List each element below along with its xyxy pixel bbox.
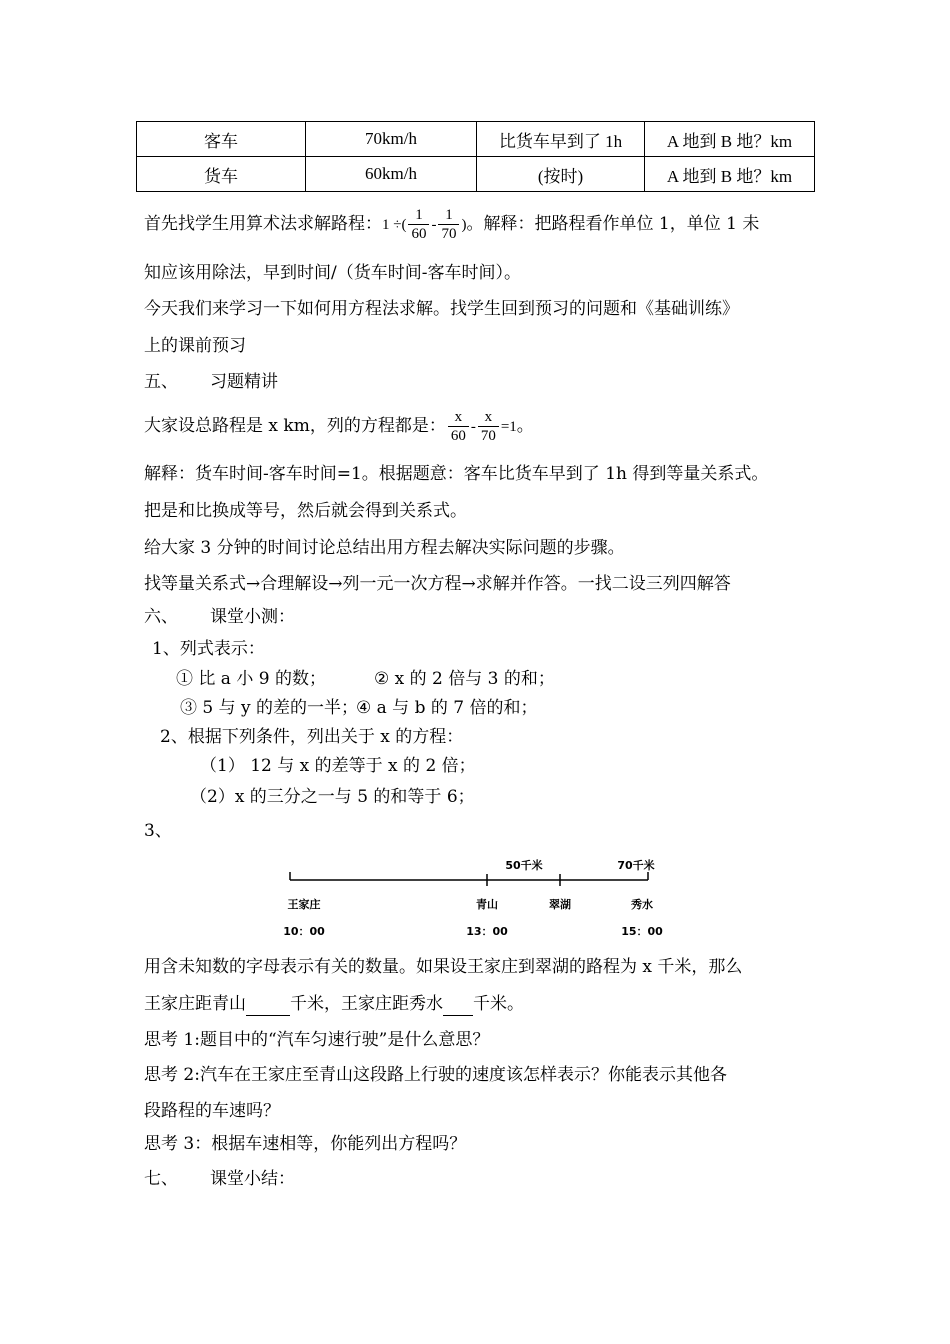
blank-field[interactable] [443, 993, 473, 1016]
time-label: 10：00 [283, 925, 325, 938]
table-cell: (按时) [477, 157, 645, 192]
table-cell: 货车 [137, 157, 306, 192]
text: 千米。 [473, 994, 524, 1014]
section-heading-7 [144, 1168, 295, 1190]
question-1-item: ④ a 与 b 的 7 倍的和； [356, 698, 538, 718]
paragraph-line: 思考 1:题目中的“汽车匀速行驶”是什么意思？ [144, 1030, 490, 1050]
fraction-denominator: 60 [450, 428, 466, 444]
table-row [137, 122, 815, 157]
question-2-item: （2）x 的三分之一与 5 的和等于 6； [190, 787, 475, 807]
question-1-item: ② x 的 2 倍与 3 的和； [374, 669, 555, 689]
question-1-title: 1、列式表示： [152, 639, 265, 659]
place-label: 秀水 [631, 898, 653, 911]
route-diagram [270, 850, 690, 945]
text: 。解释：把路程看作单位 1，单位 1 未 [466, 214, 760, 234]
section-number: 七、 [144, 1169, 178, 1189]
section-title: 习题精讲 [210, 372, 278, 392]
question-1-item: ① 比 a 小 9 的数； [176, 669, 326, 689]
question-3-title: 3、 [144, 821, 172, 841]
paragraph-line: 找等量关系式→合理解设→列一元一次方程→求解并作答。一找二设三列四解答 [144, 574, 731, 594]
section-heading-5 [144, 371, 278, 393]
paragraph-line: 今天我们来学习一下如何用方程法求解。找学生回到预习的问题和《基础训练》 [144, 299, 739, 319]
question-2-item: （1） 12 与 x 的差等于 x 的 2 倍； [200, 756, 476, 776]
paragraph-line: 思考 2:汽车在王家庄至青山这段路上行驶的速度该怎样表示？你能表示其他各 [144, 1065, 727, 1085]
math-text: ) [461, 217, 467, 233]
math-operator: - [470, 419, 476, 435]
paragraph-line: 上的课前预习 [144, 336, 246, 356]
fraction-numerator: 1 [408, 206, 429, 225]
speed-table [136, 121, 815, 192]
fraction [478, 408, 499, 445]
table-cell: A 地到 B 地？km [645, 122, 815, 157]
paragraph-line: 解释：货车时间-客车时间=1。根据题意：客车比货车早到了 1h 得到等量关系式。 [144, 464, 769, 484]
fraction [408, 206, 429, 243]
paragraph-line: 用含未知数的字母表示有关的数量。如果设王家庄到翠湖的路程为 x 千米，那么 [144, 957, 743, 977]
paragraph-fill-blank [144, 993, 524, 1016]
paragraph-line: 把是和比换成等号，然后就会得到关系式。 [144, 501, 467, 521]
paragraph-arithmetic [144, 206, 759, 243]
table-cell: 比货车早到了 1h [477, 122, 645, 157]
paragraph-line: 段路程的车速吗？ [144, 1101, 280, 1121]
table-cell: 70km/h [306, 122, 477, 157]
place-label: 王家庄 [287, 898, 321, 911]
paragraph-line: 给大家 3 分钟的时间讨论总结出用方程去解决实际问题的步骤。 [144, 538, 625, 558]
text: 大家设总路程是 x km，列的方程都是： [144, 416, 446, 436]
paragraph-equation [144, 408, 534, 445]
segment-label: 70千米 [617, 859, 655, 872]
fraction-denominator: 70 [480, 428, 496, 444]
fraction [448, 408, 469, 445]
math-operator: - [431, 217, 437, 233]
blank-field[interactable] [246, 993, 290, 1016]
fraction-numerator: 1 [438, 206, 459, 225]
table-cell: 客车 [137, 122, 306, 157]
math-text: 1 ÷( [382, 217, 407, 233]
paragraph-line: 思考 3：根据车速相等，你能列出方程吗？ [144, 1134, 467, 1154]
section-title: 课堂小测： [210, 607, 295, 627]
time-label: 15：00 [621, 925, 663, 938]
segment-label: 50千米 [505, 859, 543, 872]
section-heading-6 [144, 606, 295, 628]
table-cell: 60km/h [306, 157, 477, 192]
fraction-numerator: x [448, 408, 469, 427]
math-text: =1 [500, 419, 517, 435]
text: 首先找学生用算术法求解路程： [144, 214, 382, 234]
question-2-title: 2、根据下列条件，列出关于 x 的方程： [160, 727, 464, 747]
fraction-denominator: 70 [441, 226, 457, 242]
place-label: 青山 [476, 898, 498, 911]
fraction-numerator: x [478, 408, 499, 427]
text: 。 [516, 416, 534, 436]
section-title: 课堂小结： [210, 1169, 295, 1189]
paragraph-line: 知应该用除法，早到时间/（货车时间-客车时间）。 [144, 263, 521, 283]
fraction [438, 206, 459, 243]
text: 王家庄距青山 [144, 994, 246, 1014]
table-row [137, 157, 815, 192]
section-number: 五、 [144, 372, 178, 392]
place-label: 翠湖 [549, 898, 571, 911]
section-number: 六、 [144, 607, 178, 627]
text: 千米，王家庄距秀水 [290, 994, 443, 1014]
fraction-denominator: 60 [411, 226, 427, 242]
table-cell: A 地到 B 地？km [645, 157, 815, 192]
time-label: 13：00 [466, 925, 508, 938]
question-1-item: ③ 5 与 y 的差的一半； [180, 698, 359, 718]
